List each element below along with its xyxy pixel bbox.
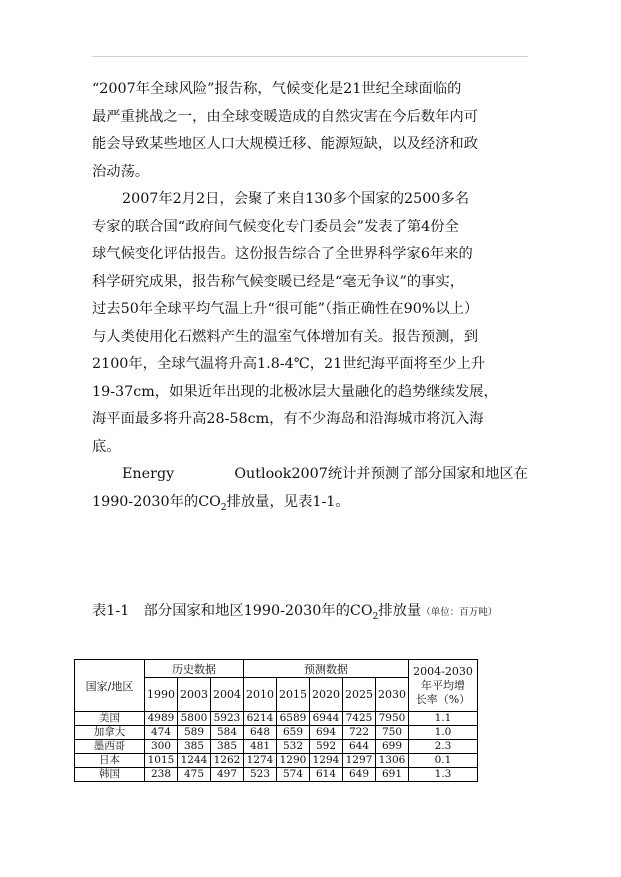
value-cell: 6589 xyxy=(277,712,310,726)
value-cell: 750 xyxy=(376,726,409,740)
year-header: 2003 xyxy=(178,678,211,712)
table-caption xyxy=(92,599,497,623)
year-header: 1990 xyxy=(145,678,178,712)
text-line: “2007年全球风险”报告称，气候变化是21世纪全球面临的 xyxy=(92,81,462,97)
document-body xyxy=(92,76,528,516)
subscript: 2 xyxy=(372,611,379,622)
value-cell: 659 xyxy=(277,726,310,740)
value-cell: 722 xyxy=(343,726,376,740)
value-cell: 5923 xyxy=(211,712,244,726)
year-header: 2004 xyxy=(211,678,244,712)
caption-text: 表1-1 部分国家和地区1990-2030年的CO xyxy=(92,603,373,619)
text-line: 球气候变化评估报告。这份报告综合了全世界科学家6年来的 xyxy=(92,246,473,262)
text-line xyxy=(92,489,528,517)
table-body xyxy=(75,712,478,782)
growth-cell: 1.0 xyxy=(409,726,478,740)
value-cell: 589 xyxy=(178,726,211,740)
country-cell: 日本 xyxy=(75,754,145,768)
value-cell: 694 xyxy=(310,726,343,740)
text-line: 治动荡。 xyxy=(92,163,150,180)
value-cell: 497 xyxy=(211,768,244,782)
value-cell: 1262 xyxy=(211,754,244,768)
value-cell: 648 xyxy=(244,726,277,740)
value-cell: 300 xyxy=(145,740,178,754)
country-header: 国家/地区 xyxy=(75,660,145,712)
text-line: 专家的联合国“政府间气候变化专门委员会”发表了第4份全 xyxy=(92,218,459,235)
value-cell: 649 xyxy=(343,768,376,782)
subscript: 2 xyxy=(220,502,227,513)
value-cell: 644 xyxy=(343,740,376,754)
value-cell: 1290 xyxy=(277,754,310,768)
value-cell: 5800 xyxy=(178,712,211,726)
growth-header-line: 长率（%） xyxy=(415,692,471,706)
value-cell: 6944 xyxy=(310,712,343,726)
value-cell: 1306 xyxy=(376,754,409,768)
caption-text: 排放量 xyxy=(378,603,422,619)
year-header: 2010 xyxy=(244,678,277,712)
text-line: 19-37cm，如果近年出现的北极冰层大量融化的趋势继续发展， xyxy=(92,383,498,400)
text-line: 底。 xyxy=(92,438,121,455)
country-cell: 加拿大 xyxy=(75,726,145,740)
value-cell: 574 xyxy=(277,768,310,782)
table-row xyxy=(75,768,478,782)
value-cell: 474 xyxy=(145,726,178,740)
table-row xyxy=(75,740,478,754)
text-fragment: Outlook2007统计并预测了部分国家和地区在 xyxy=(234,466,528,482)
emissions-table xyxy=(74,659,478,782)
text-line: 最严重挑战之一，由全球变暖造成的自然灾害在今后数年内可 xyxy=(92,108,479,125)
growth-cell: 1.1 xyxy=(409,712,478,726)
year-header: 2025 xyxy=(343,678,376,712)
growth-cell: 2.3 xyxy=(409,740,478,754)
text-fragment: 排放量，见表1-1。 xyxy=(226,493,350,510)
value-cell: 1274 xyxy=(244,754,277,768)
value-cell: 614 xyxy=(310,768,343,782)
historical-header: 历史数据 xyxy=(145,660,244,678)
text-line: 过去50年全球平均气温上升“很可能”（指正确性在90%以上） xyxy=(92,301,479,317)
value-cell: 1015 xyxy=(145,754,178,768)
growth-header-line: 年平均增 xyxy=(421,678,465,692)
value-cell: 6214 xyxy=(244,712,277,726)
value-cell: 385 xyxy=(211,740,244,754)
value-cell: 1297 xyxy=(343,754,376,768)
caption-unit: （单位：百万吨） xyxy=(421,607,498,618)
value-cell: 592 xyxy=(310,740,343,754)
text-fragment: Energy xyxy=(122,466,175,482)
value-cell: 1244 xyxy=(178,754,211,768)
growth-cell: 1.3 xyxy=(409,768,478,782)
country-cell: 墨西哥 xyxy=(75,740,145,754)
country-cell: 美国 xyxy=(75,712,145,726)
value-cell: 699 xyxy=(376,740,409,754)
text-line xyxy=(92,461,528,489)
growth-header xyxy=(409,660,478,712)
value-cell: 523 xyxy=(244,768,277,782)
value-cell: 7425 xyxy=(343,712,376,726)
year-header: 2015 xyxy=(277,678,310,712)
projected-header: 预测数据 xyxy=(244,660,409,678)
year-header: 2020 xyxy=(310,678,343,712)
value-cell: 691 xyxy=(376,768,409,782)
value-cell: 475 xyxy=(178,768,211,782)
value-cell: 481 xyxy=(244,740,277,754)
value-cell: 238 xyxy=(145,768,178,782)
text-line: 2007年2月2日，会聚了来自130多个国家的2500多名 xyxy=(122,191,469,207)
table-row xyxy=(75,726,478,740)
header-rule xyxy=(92,56,528,57)
value-cell: 7950 xyxy=(376,712,409,726)
text-line: 2100年，全球气温将升高1.8-4℃，21世纪海平面将至少上升 xyxy=(92,356,486,372)
year-header: 2030 xyxy=(376,678,409,712)
value-cell: 532 xyxy=(277,740,310,754)
table-row xyxy=(75,754,478,768)
value-cell: 385 xyxy=(178,740,211,754)
text-line: 科学研究成果，报告称气候变暖已经是“毫无争议”的事实， xyxy=(92,273,465,290)
value-cell: 584 xyxy=(211,726,244,740)
growth-header-line: 2004-2030 xyxy=(413,664,473,678)
country-cell: 韩国 xyxy=(75,768,145,782)
value-cell: 1294 xyxy=(310,754,343,768)
text-line: 能会导致某些地区人口大规模迁移、能源短缺，以及经济和政 xyxy=(92,136,479,152)
table-row xyxy=(75,712,478,726)
text-line: 与人类使用化石燃料产生的温室气体增加有关。报告预测，到 xyxy=(92,328,479,345)
text-line: 海平面最多将升高28-58cm，有不少海岛和沿海城市将沉入海 xyxy=(92,411,484,427)
text-fragment: 1990-2030年的CO xyxy=(92,493,221,510)
growth-cell: 0.1 xyxy=(409,754,478,768)
value-cell: 4989 xyxy=(145,712,178,726)
